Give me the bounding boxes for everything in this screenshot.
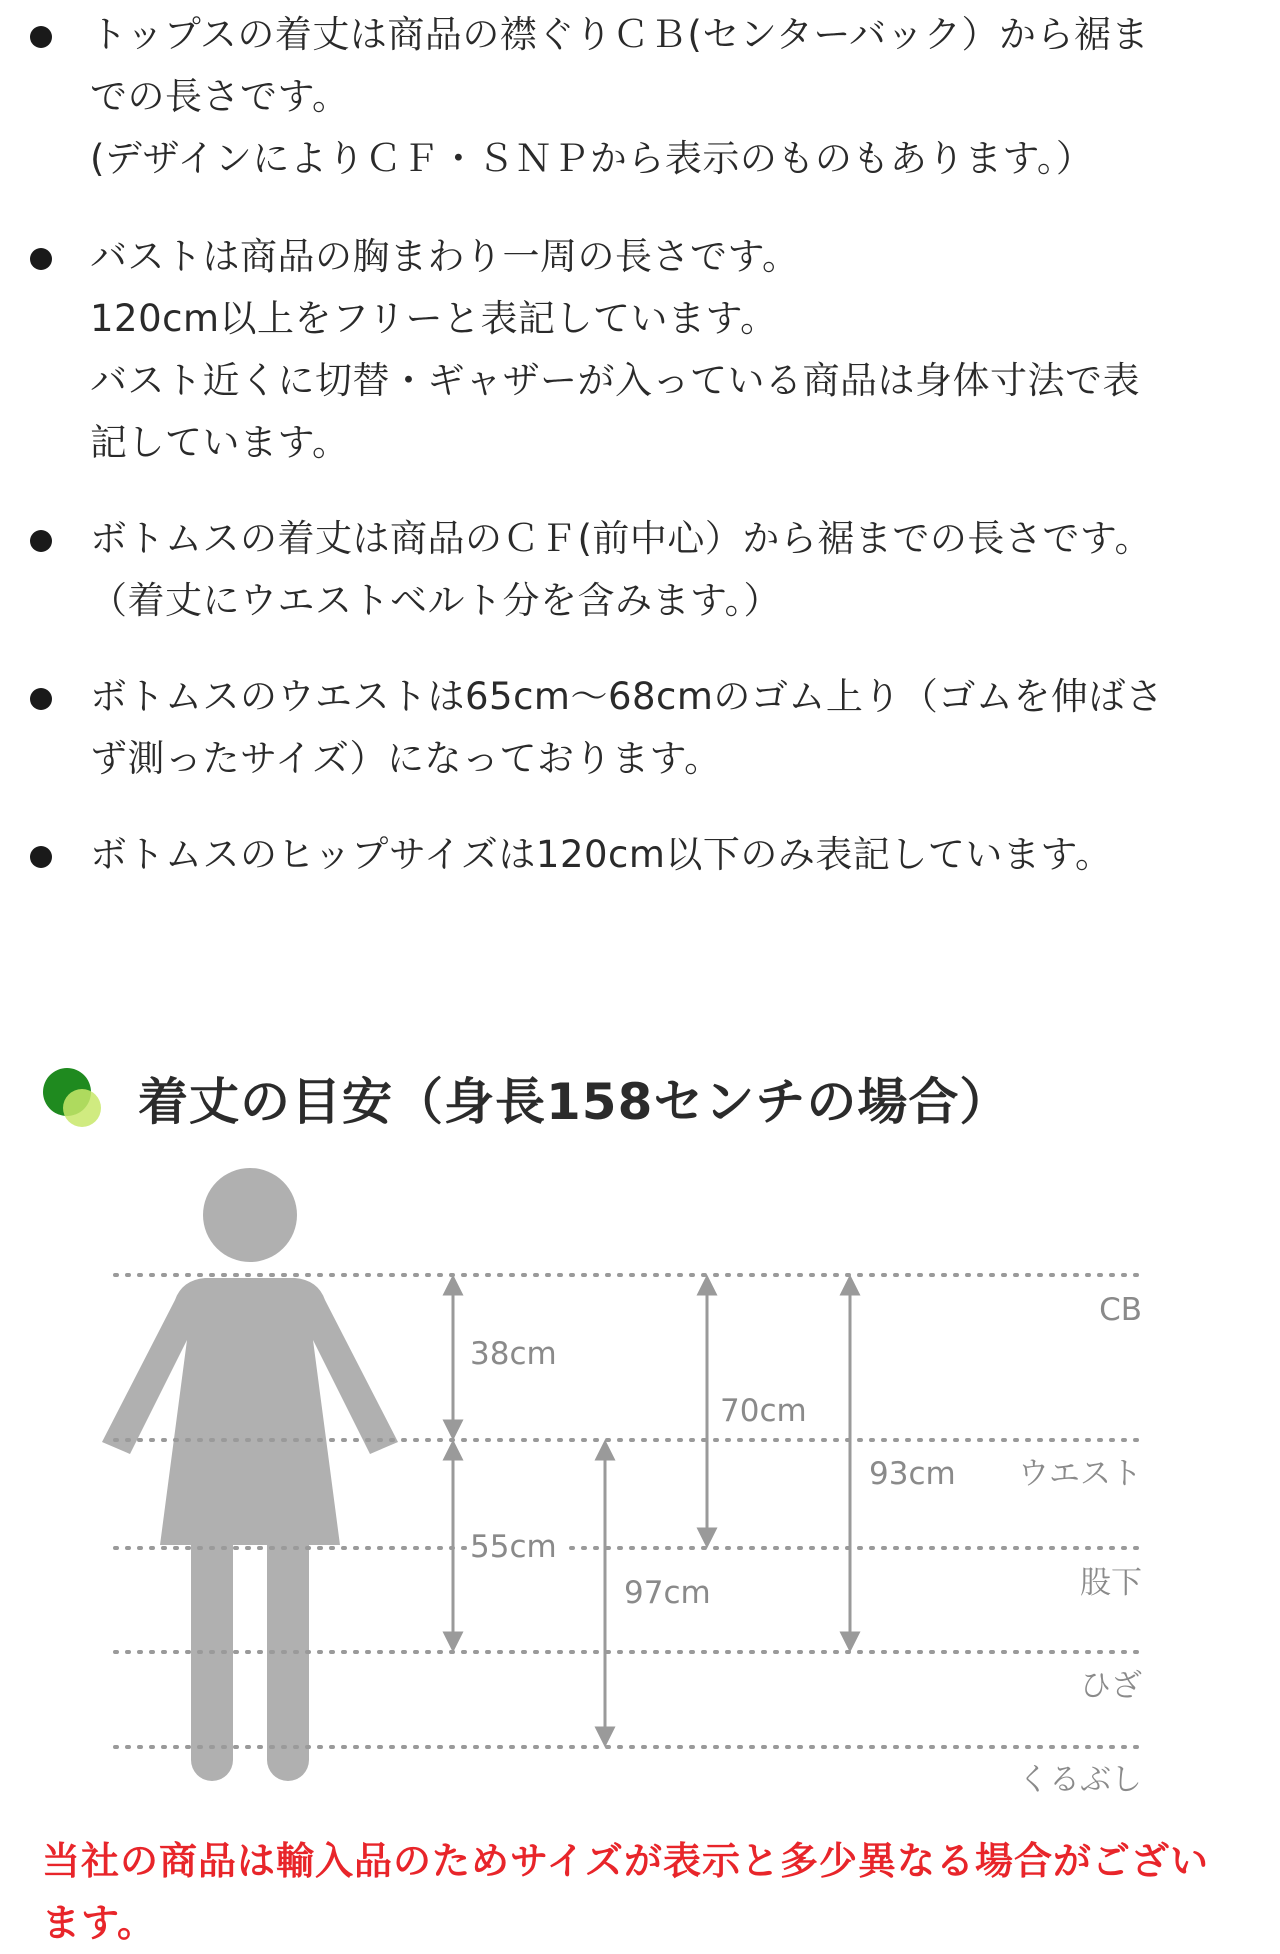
note-line: ボトムスの着丈は商品のＣＦ(前中心）から裾までの長さです。 [90,517,1152,560]
bullet-icon [30,26,52,48]
note-line: トップスの着丈は商品の襟ぐりＣＢ(センターバック）から裾ま [90,13,1150,56]
level-label-ankle: くるぶし [1018,1762,1142,1798]
note-line: （着丈にウエストベルト分を含みます。） [90,579,782,622]
measure-label-38: 38cm [470,1336,557,1372]
measurement-diagram [0,1150,1280,1810]
note-line: ボトムスのウエストは65cm〜68cmのゴム上り（ゴムを伸ばさ [90,675,1164,718]
note-line: バスト近くに切替・ギャザーが入っている商品は身体寸法で表 [90,359,1140,402]
bullet-icon [30,248,52,270]
note-line: ず測ったサイズ）になっております。 [90,737,722,780]
warning-line: ます。 [42,1901,156,1945]
length-guide-heading [0,1040,1280,1150]
measure-label-97: 97cm [624,1575,711,1611]
green-circles-icon [42,1068,104,1130]
measure-label-93: 93cm [869,1456,956,1492]
note-line: バストは商品の胸まわり一周の長さです。 [90,235,800,278]
length-guide-diagram [0,1150,1280,1810]
measure-label-70: 70cm [720,1393,807,1429]
note-line: 120cm以上をフリーと表記しています。 [90,297,778,340]
level-label-waist: ウエスト [1018,1456,1142,1492]
warning-line: 当社の商品は輸入品のためサイズが表示と多少異なる場合がござい [42,1839,1209,1883]
note-line: ボトムスのヒップサイズは120cm以下のみ表記しています。 [90,833,1113,876]
bullet-icon [30,530,52,552]
measure-label-55: 55cm [470,1529,557,1565]
level-label-crotch: 股下 [1080,1565,1142,1601]
note-line: での長さです。 [90,75,350,118]
bullet-icon [30,846,52,868]
level-label-cb: CB [1099,1292,1142,1328]
note-line: 記しています。 [90,421,350,464]
import-size-warning [42,1830,1242,1954]
section-title: 着丈の目安（身長158センチの場合） [138,1073,1011,1131]
level-label-knee: ひざ [1080,1668,1142,1704]
note-line: (デザインによりＣＦ・ＳＮＰから表示のものもあります。） [90,137,1094,180]
bullet-icon [30,688,52,710]
woman-figure-icon [102,1168,398,1760]
